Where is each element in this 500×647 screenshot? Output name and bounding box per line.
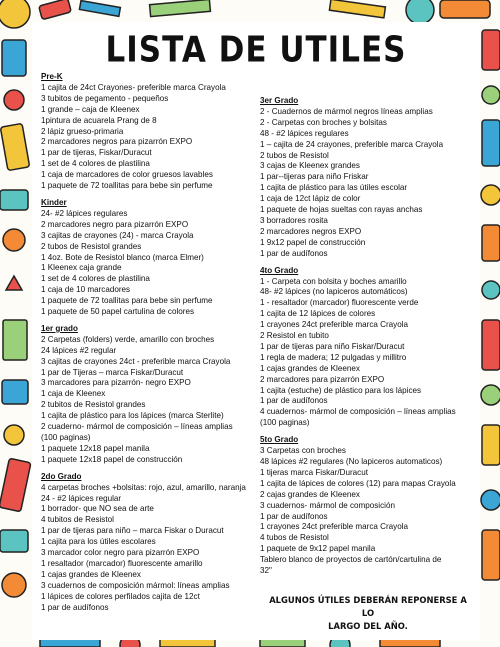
supply-item: 1 par--tijeras para niño Friskar — [260, 172, 369, 182]
grade-section — [260, 96, 480, 260]
supply-item: 2 cajas grandes de Kleenex — [260, 489, 360, 499]
crayon-icon — [440, 0, 490, 18]
supply-item: 4 carpetas broches +bolsitas: rojo, azul, amarillo, naranja — [41, 482, 246, 492]
notebook-icon — [482, 425, 500, 465]
supply-item: 3 cajitas de crayones (24) - marca Crayola — [41, 230, 194, 240]
supply-item: 1 caja de 12ct lápiz de color — [260, 194, 361, 204]
supply-item: 2 - Cuadernos de mármol negros líneas amplias — [260, 106, 433, 116]
supply-item: 1 paquete de 9x12 papel manila — [260, 544, 376, 554]
supply-item: 2 marcadores negro para pizarrón EXPO — [41, 219, 189, 229]
supply-item: 1 par de audífonos — [260, 248, 328, 258]
supply-item: 4 tubos de Resistol — [260, 533, 329, 543]
supply-item: 48- #2 lápices (no lapiceros automáticos) — [260, 287, 408, 297]
supply-item: 1 par de audífonos — [41, 602, 109, 612]
grade-section — [41, 198, 273, 318]
supply-item: 1 cajas grandes de Kleenex — [260, 363, 360, 373]
supply-item: 4 tubitos de Resistol — [41, 515, 114, 525]
glue-icon — [482, 225, 500, 261]
supply-item: 1 caja de Kleenex — [41, 389, 106, 399]
supply-item: 3 tubitos de pegamento - pequeños — [41, 93, 169, 103]
supply-item: 1 par de tijeras para niño Fiskar/Duracut — [260, 341, 405, 351]
supply-item: 2 lápiz grueso-primaria — [41, 126, 124, 136]
supply-item: 24- #2 lápices regulares — [41, 208, 128, 218]
paint-icon — [0, 0, 30, 28]
supply-item: 2 cuaderno- mármol de composición – líneas amplias — [41, 422, 233, 432]
supply-item: 1 crayones 24ct preferible marca Crayola — [260, 320, 409, 330]
grade-heading: Kinder — [41, 197, 67, 207]
supply-item: 2 marcadores para pizarrón EXPO — [260, 374, 385, 384]
notebook-icon — [0, 530, 28, 552]
supply-item: 1 paquete 12x18 papel manila — [41, 443, 150, 453]
grade-heading: 5to Grado — [260, 435, 299, 445]
book-icon — [2, 380, 28, 404]
replacement-note — [268, 594, 468, 633]
supply-item: 1 4oz. Bote de Resistol blanco (marca Elmer) — [41, 252, 204, 262]
supply-item: 1 cajita (estuche) de plástico para los lápices — [260, 385, 422, 395]
apple-icon — [482, 86, 500, 104]
apple-icon — [4, 90, 24, 110]
supply-item: 1 cajita para los útiles escolares — [41, 537, 156, 547]
paint-icon — [4, 425, 24, 445]
grade-section — [41, 72, 273, 192]
supply-item: 2 Carpetas (folders) verde, amarillo con broches — [41, 334, 215, 344]
grade-section — [260, 266, 480, 430]
supply-item: 2 marcadores negros para pizarrón EXPO — [41, 137, 193, 147]
supply-list-sheet — [32, 22, 480, 640]
supply-item: 1 grande – caja de Kleenex — [41, 104, 140, 114]
grade-heading: Pre-K — [41, 72, 63, 81]
supply-item: 1 par de tijeras para niño – marca Fiskar o Duracut — [41, 526, 224, 536]
grade-heading: 2do Grado — [41, 471, 82, 481]
grade-section — [41, 472, 273, 614]
supply-item: 1 borrador- que NO sea de arte — [41, 504, 154, 514]
grade-section — [260, 435, 480, 577]
supply-item: 3 marcadores para pizarrón- negro EXPO — [41, 378, 191, 388]
supply-item: 1pintura de acuarela Prang de 8 — [41, 115, 157, 125]
supply-item: 1 cajita de plástico para las útiles escolar — [260, 183, 408, 193]
supply-item: 1 par de Tijeras – marca Fiskar/Duracut — [41, 367, 184, 377]
supply-item: 1 paquete 12x18 papel de construcción — [41, 454, 183, 464]
supply-item: 1 par de audífonos — [260, 396, 328, 406]
left-column — [41, 72, 273, 620]
supply-item: 1 paquete de 50 papel cartulina de colores — [41, 307, 194, 317]
supply-item: 2 - Carpetas con broches y bolsitas — [260, 117, 387, 127]
supply-item: 3 borradores rosita — [260, 215, 328, 225]
supply-item: Tablero blanco de proyectos de cartón/cartulina de — [260, 555, 442, 565]
pencil-icon — [482, 530, 500, 580]
supply-item: 1 9x12 papel de construcción — [260, 237, 366, 247]
supply-item: 2 marcadores negros EXPO — [260, 226, 362, 236]
supply-item: 3 marcador color negro para pizarrón EXPO — [41, 548, 200, 558]
supply-item: 1 regla de madera; 12 pulgadas y millitro — [260, 352, 407, 362]
supply-item: (100 paginas) — [260, 418, 310, 428]
supply-item: 1 par de audífonos — [260, 511, 328, 521]
apple-icon — [481, 490, 500, 510]
right-column — [260, 96, 480, 583]
supply-item: 1 resaltador (marcador) fluorescente amarillo — [41, 558, 203, 568]
page-title: LISTA DE UTILES — [105, 29, 407, 71]
supply-item: 1 cajita de 24ct Crayones- preferible marca Crayola — [41, 82, 226, 92]
supply-item: 24 - #2 lápices regular — [41, 493, 122, 503]
supply-item: 24 lápices #2 regular — [41, 345, 117, 355]
supply-item: 32" — [260, 566, 272, 576]
supply-item: 1 – cajita de 24 crayones, preferible marca Crayola — [260, 139, 444, 149]
supply-item: 3 cajas de Kleenex grandes — [260, 161, 360, 171]
supply-item: 1 paquete de 72 toallitas para bebe sin perfume — [41, 181, 213, 191]
paint-icon — [481, 185, 500, 205]
supply-item: 48 - #2 lápices regulares — [260, 128, 349, 138]
supply-item: 1 cajita de 12 lápices de colores — [260, 309, 376, 319]
supply-item: 1 - resaltador (marcador) fluorescente verde — [260, 298, 419, 308]
supply-item: 2 tubitos de Resistol grandes — [41, 400, 146, 410]
supply-item: 1 cajita de plástico para los lápices (marca Sterlite) — [41, 411, 224, 421]
supply-item: 1 caja de 10 marcadores — [41, 285, 131, 295]
grade-heading: 1er grado — [41, 323, 78, 333]
supply-item: 1 set de 4 colores de plastilina — [41, 159, 150, 169]
supply-item: 1 crayones 24ct preferible marca Crayola — [260, 522, 409, 532]
supply-item: 1 Kleenex caja grande — [41, 263, 122, 273]
notebook-icon — [0, 190, 28, 210]
supply-item: 2 Resistol en tubito — [260, 331, 329, 341]
globe-icon — [481, 385, 500, 405]
supply-item: 1 set de 4 colores de plastilina — [41, 274, 150, 284]
supply-item: (100 paginas) — [41, 433, 91, 442]
supply-item: 1 caja de marcadores de color gruesos lavables — [41, 170, 213, 180]
supply-item: 2 tubos de Resistol — [260, 150, 329, 160]
supply-item: 3 Carpetas con broches — [260, 446, 346, 456]
ball-icon — [3, 229, 25, 251]
supply-item: 1 cajas grandes de Kleenex — [41, 569, 141, 579]
supply-item: 1 - Carpeta con bolsita y boches amarillo — [260, 276, 407, 286]
note-line: ALGUNOS ÚTILES DEBERÁN REPONERSE A LO — [269, 595, 467, 618]
ruler-icon — [482, 320, 500, 370]
globe-icon — [2, 573, 26, 597]
supply-item: 3 cuadernos- mármol de composición — [260, 500, 395, 510]
grade-heading: 3er Grado — [260, 96, 299, 105]
ball-icon — [482, 281, 500, 299]
supply-item: 1 paquete de hojas sueltas con rayas anchas — [260, 205, 423, 215]
grade-section — [41, 324, 273, 466]
supply-item: 1 cajita de lápices de colores (12) para mapas Crayola — [260, 478, 456, 488]
note-line: LARGO DEL AÑO. — [328, 621, 408, 631]
calculator-icon — [3, 320, 27, 360]
supply-item: 4 cuadernos- mármol de composición – líneas amplias — [260, 407, 456, 417]
supply-item: 3 cajitas de crayones 24ct - preferible marca Crayola — [41, 356, 231, 366]
supply-item: 2 tubos de Resistol grandes — [41, 241, 142, 251]
supply-item: 1 tijeras marca Fiskar/Duracut — [260, 467, 368, 477]
supply-item: 48 lápices #2 regulares (No lapiceros automaticos) — [260, 457, 443, 466]
grade-heading: 4to Grado — [260, 265, 299, 275]
globe-icon — [406, 0, 434, 24]
supply-item: 3 cuadernos de composición mármol: líneas amplias — [41, 580, 230, 590]
crayon-icon — [482, 30, 500, 70]
book-icon — [2, 40, 26, 76]
supply-item: 1 par de tijeras, Fiskar/Duracut — [41, 148, 152, 158]
supply-item: 1 lápices de colores perfilados cajita de 12ct — [41, 591, 200, 601]
supply-item: 1 paquete de 72 toallitas para bebe sin perfume — [41, 296, 213, 306]
pencil-icon — [482, 120, 500, 166]
